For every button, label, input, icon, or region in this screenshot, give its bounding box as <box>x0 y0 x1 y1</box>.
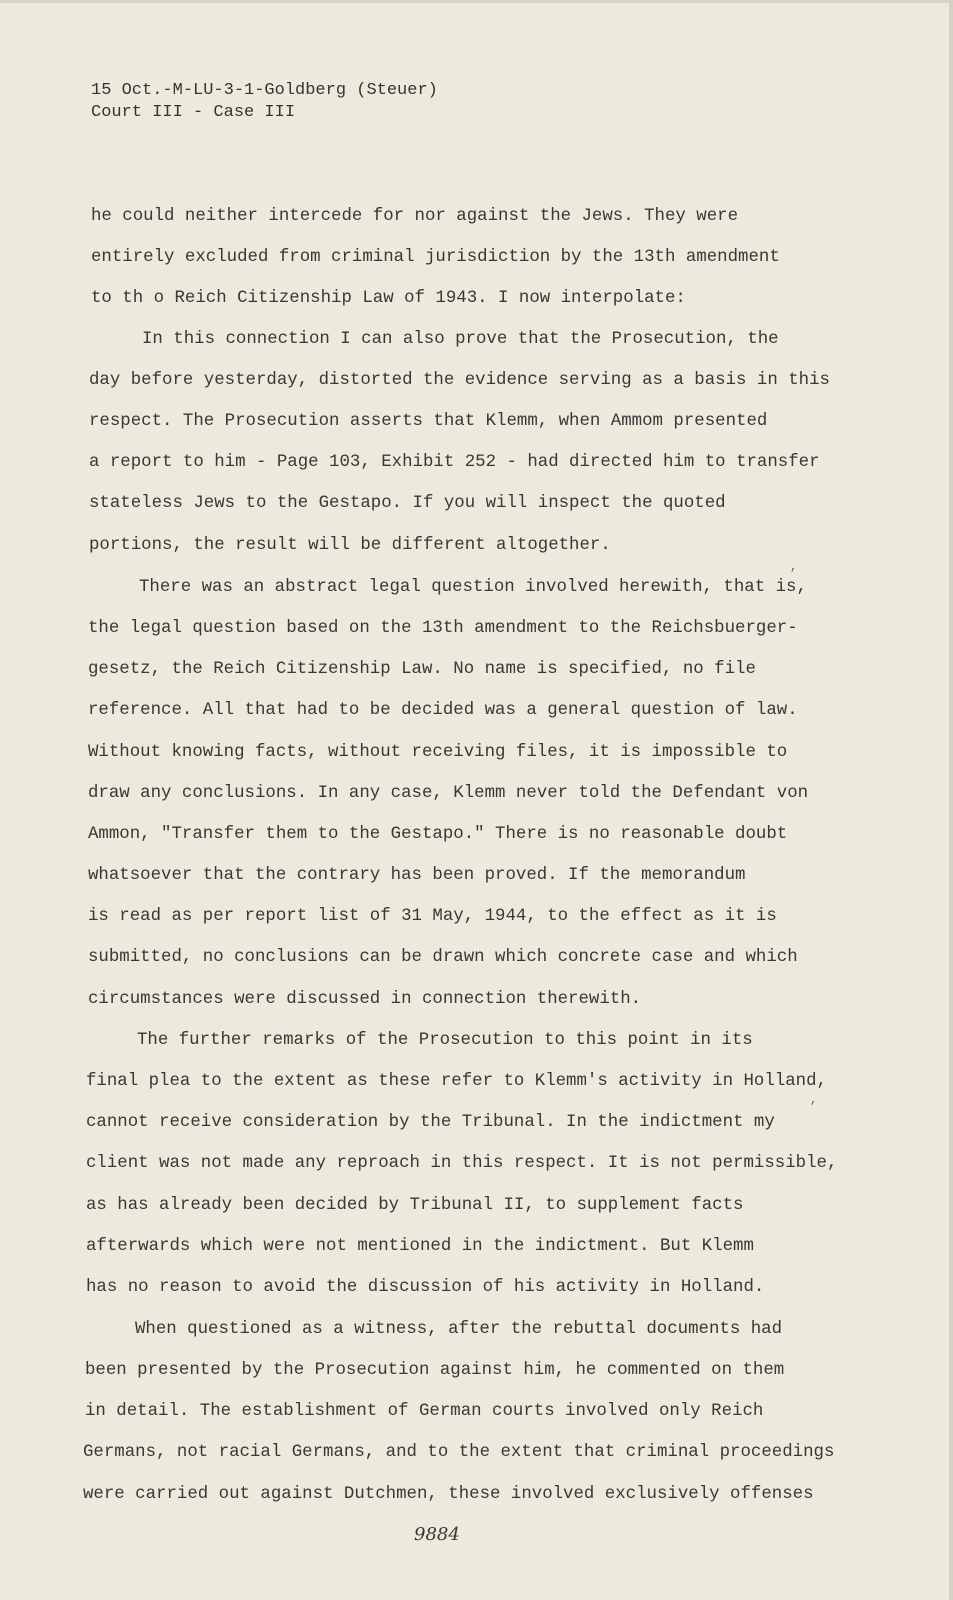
body-line: circumstances were discussed in connection therewith. <box>88 990 642 1009</box>
body-line: were carried out against Dutchmen, these involved exclusively offenses <box>83 1485 814 1504</box>
body-line: Germans, not racial Germans, and to the extent that criminal proceedings <box>83 1443 835 1462</box>
body-line: a report to him - Page 103, Exhibit 252 - had directed him to transfer <box>89 453 820 472</box>
body-line: gesetz, the Reich Citizenship Law. No name is specified, no file <box>88 660 756 679</box>
body-line: entirely excluded from criminal jurisdiction by the 13th amendment <box>91 248 780 267</box>
body-line: respect. The Prosecution asserts that Klemm, when Ammom presented <box>89 412 768 431</box>
page-right-edge <box>949 0 953 1600</box>
body-line: final plea to the extent as these refer to Klemm's activity in Holland, <box>86 1072 827 1091</box>
body-line: reference. All that had to be decided was a general question of law. <box>88 701 798 720</box>
stray-mark: , <box>810 1093 818 1107</box>
body-line: he could neither intercede for nor against the Jews. They were <box>91 207 739 226</box>
page-top-edge <box>0 0 953 3</box>
body-line: draw any conclusions. In any case, Klemm never told the Defendant von <box>88 784 809 803</box>
body-line: stateless Jews to the Gestapo. If you will inspect the quoted <box>89 494 726 513</box>
body-line: has no reason to avoid the discussion of his activity in Holland. <box>86 1278 765 1297</box>
body-line: Ammon, "Transfer them to the Gestapo." There is no reasonable doubt <box>88 825 788 844</box>
body-line: whatsoever that the contrary has been proved. If the memorandum <box>88 866 746 885</box>
body-line: is read as per report list of 31 May, 1944, to the effect as it is <box>88 907 777 926</box>
body-line: In this connection I can also prove that the Prosecution, the <box>142 330 779 349</box>
body-line: When questioned as a witness, after the rebuttal documents had <box>135 1320 783 1339</box>
body-line: the legal question based on the 13th amendment to the Reichsbuerger- <box>88 619 798 638</box>
body-line: to th o Reich Citizenship Law of 1943. I now interpolate: <box>91 289 686 308</box>
body-line: cannot receive consideration by the Tribunal. In the indictment my <box>86 1113 775 1132</box>
header-line-1: 15 Oct.-M-LU-3-1-Goldberg (Steuer) <box>91 81 438 100</box>
body-line: There was an abstract legal question involved herewith, that is, <box>139 578 807 597</box>
page-number: 9884 <box>414 1524 460 1545</box>
body-line: in detail. The establishment of German courts involved only Reich <box>85 1402 764 1421</box>
stray-mark: , <box>790 560 798 574</box>
body-line: submitted, no conclusions can be drawn which concrete case and which <box>88 948 798 967</box>
body-line: been presented by the Prosecution against him, he commented on them <box>85 1361 785 1380</box>
body-line: as has already been decided by Tribunal II, to supplement facts <box>86 1196 744 1215</box>
body-line: client was not made any reproach in this respect. It is not permissible, <box>86 1154 838 1173</box>
body-line: portions, the result will be different altogether. <box>89 536 611 555</box>
header-line-2: Court III - Case III <box>91 103 296 122</box>
document-header <box>91 80 438 124</box>
body-line: Without knowing facts, without receiving files, it is impossible to <box>88 743 788 762</box>
body-line: afterwards which were not mentioned in the indictment. But Klemm <box>86 1237 754 1256</box>
body-line: The further remarks of the Prosecution to this point in its <box>137 1031 753 1050</box>
body-line: day before yesterday, distorted the evidence serving as a basis in this <box>89 371 830 390</box>
